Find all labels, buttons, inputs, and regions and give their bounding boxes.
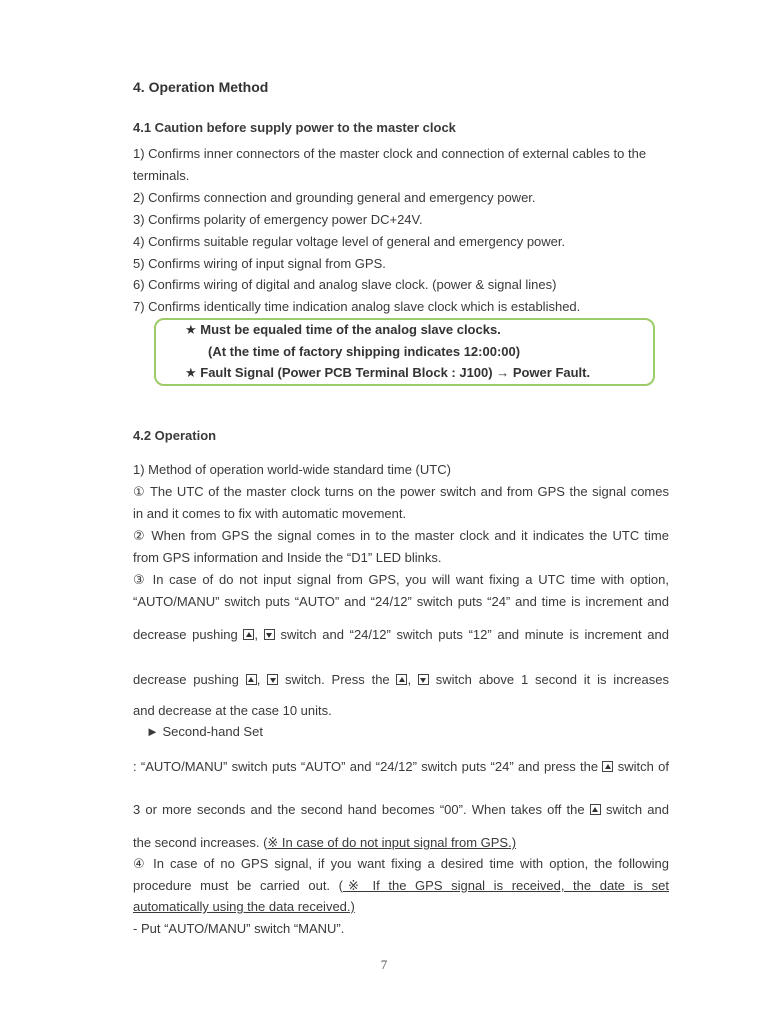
text-fragment: switch of xyxy=(617,759,669,774)
list-item: 3) Confirms polarity of emergency power DC+24V. xyxy=(133,212,423,227)
paragraph-line: ② When from GPS the signal comes in to the master clock and it indicates the UTC time xyxy=(133,528,669,543)
text-fragment: decrease pushing xyxy=(133,672,239,687)
down-arrow-key-icon xyxy=(418,674,429,685)
up-arrow-key-icon xyxy=(590,804,601,815)
note-line: ★ Fault Signal (Power PCB Terminal Block : J100) → Power Fault. xyxy=(185,365,591,380)
paragraph-line xyxy=(133,802,669,818)
note-line: ★ Must be equaled time of the analog slave clocks. xyxy=(185,322,501,337)
list-item: terminals. xyxy=(133,168,190,183)
subsection-title-4-2: 4.2 Operation xyxy=(133,428,217,443)
up-arrow-key-icon xyxy=(243,629,254,640)
list-item: 1) Confirms inner connectors of the master clock and connection of external cables to the xyxy=(133,146,647,161)
text-fragment: switch and “24/12” switch puts “12” and minute is increment and xyxy=(280,627,669,642)
list-item: 7) Confirms identically time indication analog slave clock which is established. xyxy=(133,299,581,314)
list-item: 4) Confirms suitable regular voltage level of general and emergency power. xyxy=(133,234,566,249)
down-arrow-key-icon xyxy=(267,674,278,685)
paragraph-line: ① The UTC of the master clock turns on the power switch and from GPS the signal comes xyxy=(133,484,669,499)
text-fragment: , xyxy=(396,672,428,687)
text-fragment: , xyxy=(246,672,278,687)
paragraph-line: - Put “AUTO/MANU” switch “MANU”. xyxy=(133,921,345,936)
text-fragment: 3 or more seconds and the second hand becomes “00”. When takes off the xyxy=(133,802,585,817)
paragraph-line xyxy=(133,878,669,894)
underlined-note: ※ In case of do not input signal from GPS.) xyxy=(267,835,517,850)
paragraph-line xyxy=(133,835,516,851)
up-arrow-key-icon xyxy=(246,674,257,685)
text-fragment: : “AUTO/MANU” switch puts “AUTO” and “24/12” switch puts “24” and press the xyxy=(133,759,599,774)
paragraph-line: 1) Method of operation world-wide standard time (UTC) xyxy=(133,462,451,477)
paragraph-line xyxy=(133,672,669,688)
paragraph-line: from GPS information and Inside the “D1” LED blinks. xyxy=(133,550,442,565)
paragraph-line: ③ In case of do not input signal from GPS, you will want fixing a UTC time with option, xyxy=(133,572,669,587)
text-fragment: switch. Press the xyxy=(284,672,390,687)
note-line: (At the time of factory shipping indicates 12:00:00) xyxy=(208,344,521,359)
up-arrow-key-icon xyxy=(396,674,407,685)
subsection-title-4-1: 4.1 Caution before supply power to the master clock xyxy=(133,120,456,135)
paragraph-line xyxy=(133,627,669,643)
text-fragment: switch above 1 second it is increases xyxy=(435,672,669,687)
paragraph-line: “AUTO/MANU” switch puts “AUTO” and “24/12” switch puts “24” and time is increment and xyxy=(133,594,669,609)
list-item: 5) Confirms wiring of input signal from GPS. xyxy=(133,256,386,271)
underlined-note: automatically using the data received.) xyxy=(133,899,355,914)
down-arrow-key-icon xyxy=(264,629,275,640)
text-fragment: decrease pushing xyxy=(133,627,238,642)
paragraph-line xyxy=(133,759,669,775)
underlined-note: ※ If the GPS signal is received, the date is set xyxy=(343,878,669,893)
paragraph-line: in and it comes to fix with automatic movement. xyxy=(133,506,407,521)
text-fragment: the second increases. ( xyxy=(133,835,268,850)
paragraph-line: ④ In case of no GPS signal, if you want fixing a desired time with option, the following xyxy=(133,856,669,871)
text-fragment: procedure must be carried out. ( xyxy=(133,878,343,893)
text-fragment: switch and xyxy=(606,802,669,817)
text-fragment: , xyxy=(243,627,274,642)
section-title: 4. Operation Method xyxy=(133,79,269,95)
page-number: 7 xyxy=(380,957,388,972)
paragraph-line: and decrease at the case 10 units. xyxy=(133,703,332,718)
list-item: 6) Confirms wiring of digital and analog slave clock. (power & signal lines) xyxy=(133,277,557,292)
up-arrow-key-icon xyxy=(602,761,613,772)
list-item: 2) Confirms connection and grounding general and emergency power. xyxy=(133,190,536,205)
bullet-item: ► Second-hand Set xyxy=(146,724,263,739)
